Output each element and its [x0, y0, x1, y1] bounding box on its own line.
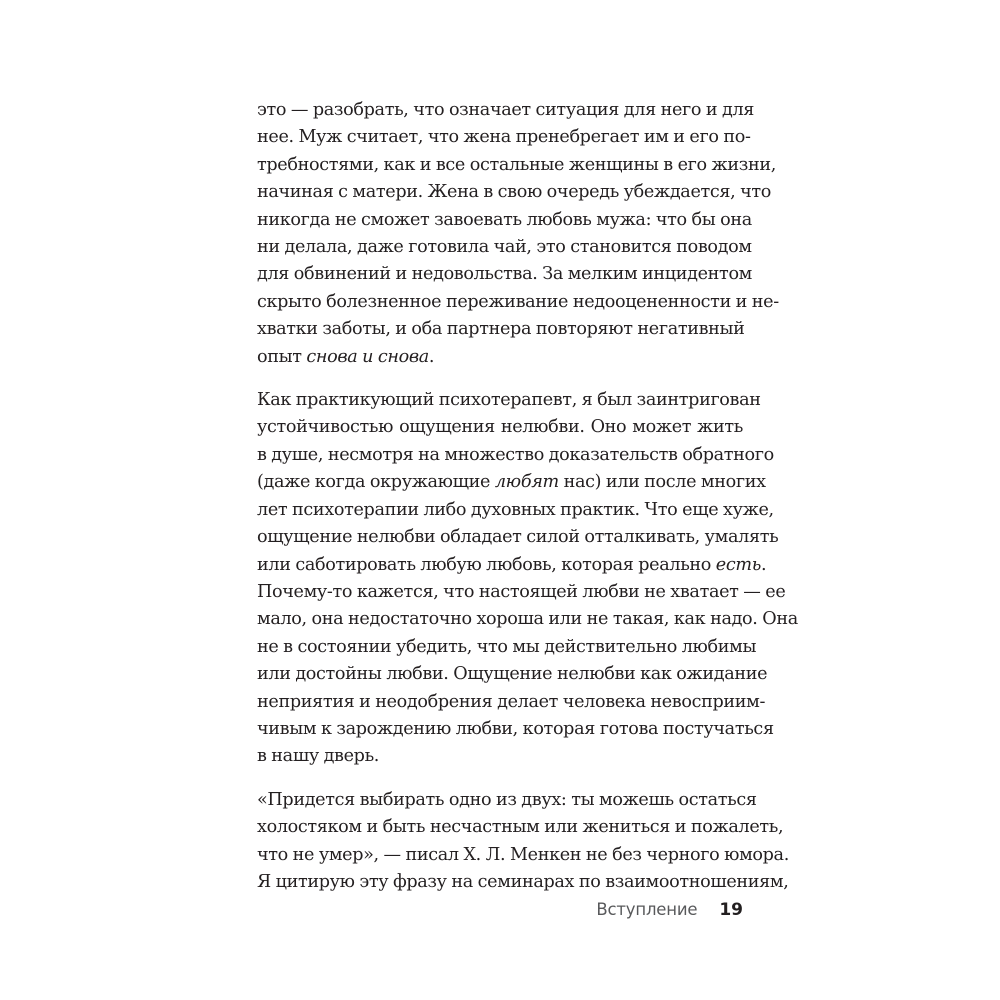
- text-run: нас) или после многих: [558, 472, 766, 493]
- emphasis-text: снова и снова: [306, 346, 429, 367]
- text-line-with-emphasis: [257, 552, 767, 579]
- text-line: начиная с матери. Жена в свою очередь убеждается, что: [257, 182, 772, 203]
- page-footer: [596, 900, 743, 928]
- text-line: Как практикующий психотерапевт, я был заинтригован: [257, 390, 761, 411]
- text-line: лет психотерапии либо духовных практик. Что еще хуже,: [257, 499, 774, 520]
- text-line: не в состоянии убедить, что мы действительно любимы: [257, 636, 757, 657]
- text-line: в душе, несмотря на множество доказательств обратного: [257, 444, 774, 465]
- text-run: (даже когда окружающие: [257, 472, 495, 493]
- text-line: устойчивостью ощущения нелюбви. Оно может жить: [257, 417, 743, 438]
- text-run: или саботировать любую любовь, которая реально: [257, 554, 716, 575]
- text-line: скрыто болезненное переживание недооцененности и не-: [257, 291, 779, 312]
- paragraph-1: [257, 97, 779, 371]
- emphasis-text: любят: [494, 472, 559, 493]
- text-line: Я цитирую эту фразу на семинарах по взаимоотношениям,: [257, 871, 789, 892]
- text-run: .: [760, 554, 767, 575]
- text-line-with-emphasis: [257, 469, 766, 496]
- text-line: «Придется выбирать одно из двух: ты можешь остаться: [257, 789, 757, 810]
- emphasis-text: есть: [715, 554, 761, 575]
- text-line: ни делала, даже готовила чай, это становится поводом: [257, 237, 752, 258]
- text-line: нее. Муж считает, что жена пренебрегает им и его по-: [257, 127, 751, 148]
- text-line: Почему-то кажется, что настоящей любви не хватает — ее: [257, 581, 786, 602]
- text-line: ощущение нелюбви обладает силой отталкивать, умалять: [257, 527, 779, 548]
- text-run: опыт: [257, 346, 307, 367]
- text-line: хватки заботы, и оба партнера повторяют негативный: [257, 319, 745, 340]
- text-line: мало, она недостаточно хороша или не такая, как надо. Она: [257, 609, 798, 630]
- paragraph-2: [257, 387, 798, 771]
- text-line: или достойны любви. Ощущение нелюбви как ожидание: [257, 664, 768, 685]
- text-line: неприятия и неодобрения делает человека невосприим-: [257, 691, 766, 712]
- text-line: это — разобрать, что означает ситуация для него и для: [257, 100, 755, 120]
- running-title: Вступление: [596, 900, 698, 919]
- text-line: требностями, как и все остальные женщины в его жизни,: [257, 154, 776, 175]
- text-line: в нашу дверь.: [257, 746, 380, 767]
- text-line: что не умер», — писал Х. Л. Менкен не без черного юмора.: [257, 844, 789, 865]
- page-number: 19: [719, 900, 743, 920]
- text-line-with-emphasis: [257, 344, 743, 371]
- body-text: [257, 97, 798, 896]
- paragraph-3: [257, 787, 789, 897]
- text-line: чивым к зарождению любви, которая готова постучаться: [257, 718, 774, 739]
- text-line: для обвинений и недовольства. За мелким инцидентом: [257, 264, 753, 285]
- text-run: .: [428, 346, 435, 367]
- text-line: холостяком и быть несчастным или жениться и пожалеть,: [257, 817, 784, 838]
- text-line: никогда не сможет завоевать любовь мужа: что бы она: [257, 209, 752, 230]
